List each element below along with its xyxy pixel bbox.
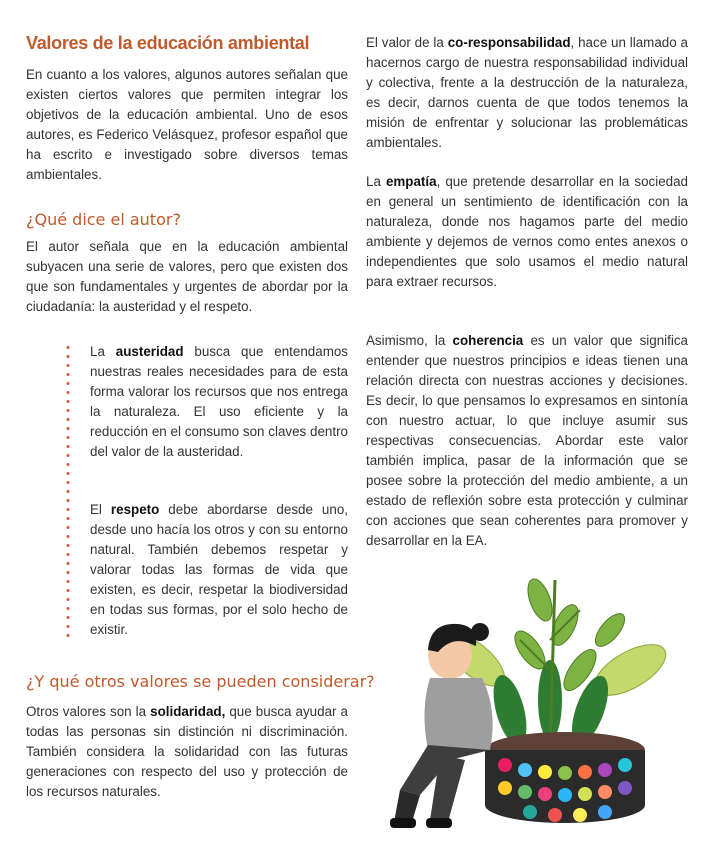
solidaridad-paragraph: Otros valores son la solidaridad, que busca ayudar a todas las personas sin distinción ni discriminación. También considera la solidaridad con las futuras generaciones con respecto del uso y protección de los recursos naturales. bbox=[26, 704, 348, 799]
intro-paragraph: En cuanto a los valores, algunos autores señalan que existen ciertos valores que permiten integrar los objetivos de la educación ambiental. Uno de esos autores, es Federico Velásquez, profesor español que ha escrito e investigado sobre diversos temas ambientales. bbox=[26, 67, 348, 182]
term-coherencia: coherencia bbox=[452, 333, 524, 348]
empatia-paragraph: La empatía, que pretende desarrollar en la sociedad en general un sentimiento de identificación con la naturaleza, donde nos hagamos parte del medio ambiente y dejemos de vernos como entes anexos o independientes que solo usamos el medio natural para extraer recursos. bbox=[366, 174, 688, 289]
author-paragraph: El autor señala que en la educación ambiental subyacen una serie de valores, pero que existen dos que son fundamentales y urgentes de abordar por la ciudadanía: la austeridad y el respeto. bbox=[26, 239, 348, 314]
austeridad-paragraph: La austeridad busca que entendamos nuestras reales necesidades para de esta forma valorar los recursos que nos entrega la naturaleza. El uso eficiente y la reducción en el consumo son claves dentro del valor de la austeridad. bbox=[90, 344, 348, 459]
dotted-divider bbox=[66, 343, 70, 643]
coresponsabilidad-paragraph: El valor de la co-responsabilidad, hace un llamado a hacernos cargo de nuestra responsabilidad individual y colectiva, frente a la destrucción de la naturaleza, es decir, darnos cuenta de que todos tenemos la misión de enfrentar y solucionar las problemáticas ambientales. bbox=[366, 35, 688, 150]
coherencia-paragraph: Asimismo, la coherencia es un valor que significa entender que nuestros principios e ideas tienen una relación directa con nuestras acciones y decisiones. Es decir, lo que pensamos lo expresamos en sintonía con nuestro actuar, lo que incluye asumir sus respectivas consecuencias. Abordar este valor también implica, pasar de la información que se posee sobre la protección del medio ambiente, a un estado de reflexión sobre esta protección y culminar con acciones que sean coherentes para promover y desarrollar en la EA. bbox=[366, 333, 688, 548]
term-respeto: respeto bbox=[110, 502, 160, 517]
term-solidaridad: solidaridad, bbox=[150, 704, 226, 719]
page-title: Valores de la educación ambiental bbox=[26, 33, 310, 53]
section-heading-author: ¿Qué dice el autor? bbox=[26, 210, 181, 229]
term-austeridad: austeridad bbox=[115, 344, 184, 359]
term-empatia: empatía bbox=[385, 174, 437, 189]
section-heading-other-values: ¿Y qué otros valores se pueden considerar? bbox=[26, 672, 375, 691]
term-coresponsabilidad: co-responsabilidad bbox=[447, 35, 571, 50]
respeto-paragraph: El respeto debe abordarse desde uno, desde uno hacía los otros y con su entorno natural. También debemos respetar y valorar todas las formas de vida que existen, es decir, respetar la biodiversidad en todas sus formas, por el solo hecho de existir. bbox=[90, 502, 348, 637]
girl-sitting-on-planter-icon bbox=[380, 560, 700, 840]
